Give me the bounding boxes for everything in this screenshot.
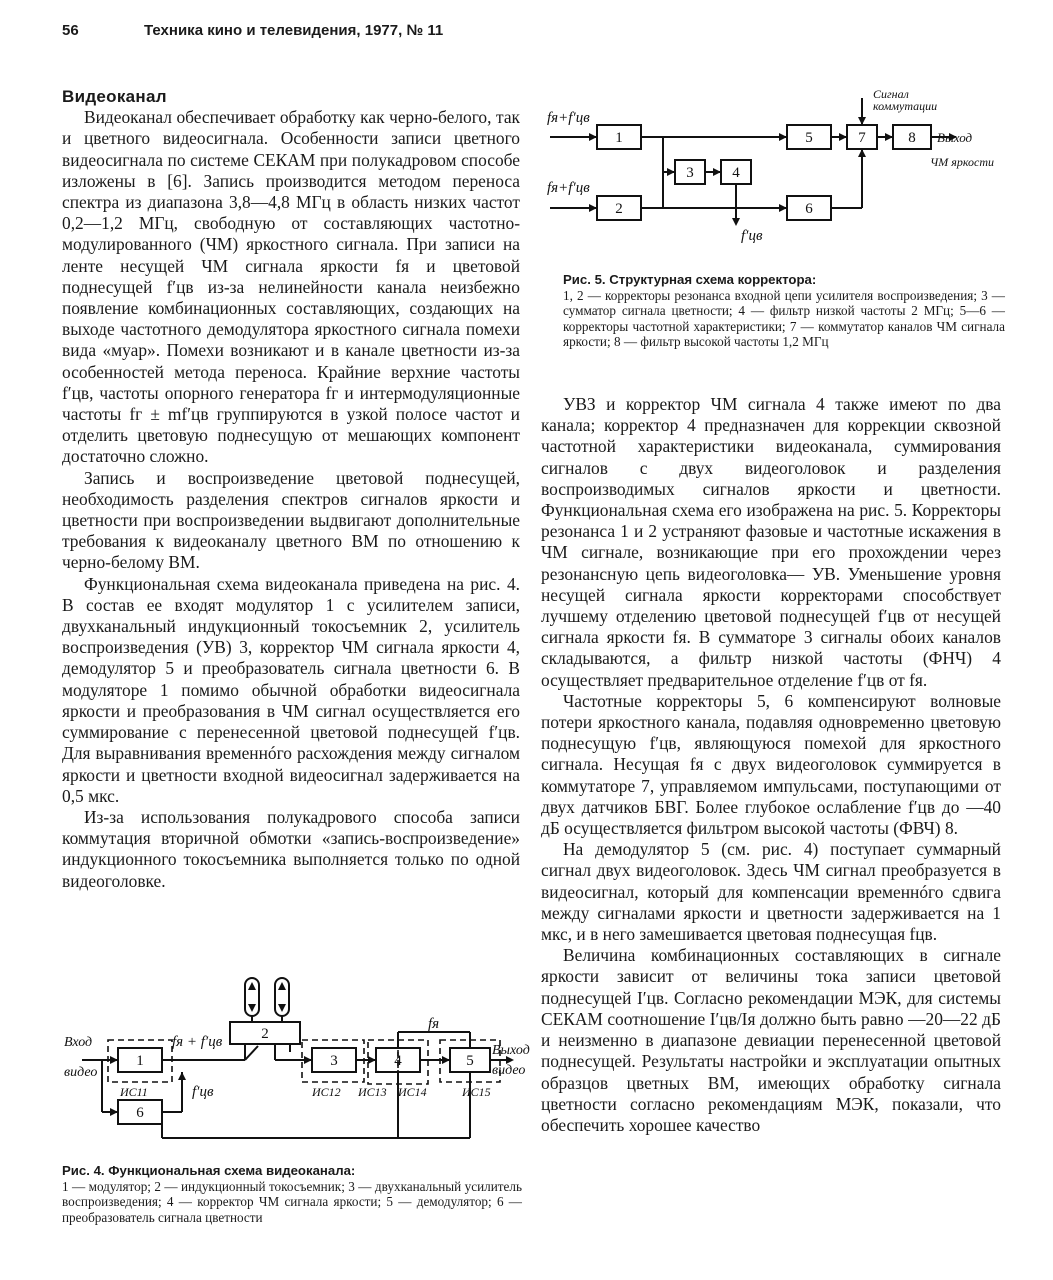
fig5-output-label-1: Выход xyxy=(937,130,973,145)
page-header xyxy=(62,22,992,46)
fig5-commutation-label-2: коммутации xyxy=(873,99,938,113)
fig5-block-3: 3 xyxy=(686,165,694,181)
fig5-output-label-2: ЧМ яркости xyxy=(930,155,994,169)
figure-4-caption-text: 1 — модулятор; 2 — индукционный токосъемник; 3 — двухканальный усилитель воспроизведения; 4 — корректор ЧМ сигнала яркости; 5 — демодулятор; 6 — преобразователь сигнала цветности xyxy=(62,1178,522,1225)
fig4-signal-sum-label: fя + f′цв xyxy=(172,1034,223,1050)
fig4-block-4: 4 xyxy=(394,1053,402,1069)
fig4-input-label-1: Вход xyxy=(64,1035,93,1050)
figure-4-caption xyxy=(62,1163,522,1225)
fig5-block-2: 2 xyxy=(615,201,623,217)
figure-5-caption xyxy=(563,272,1005,350)
paragraph: Частотные корректоры 5, 6 компенсируют волновые потери яркостного канала, подавляя одновременно цветовую поднесущую f′цв, являющуюся помехой для яркостного сигнала. Несущая fя с двух видеоголовок суммируется в коммутаторе 7, управляемом импульсами, поступающими от двух датчиков БВГ. Более глубокое ослабление f′цв до —40 дБ осуществляется фильтром высокой частоты (ФВЧ) 8. xyxy=(541,690,1001,839)
fig5-block-6: 6 xyxy=(805,201,813,217)
fig5-input-top-label: fя+f′цв xyxy=(547,110,590,126)
fig5-block-4: 4 xyxy=(732,165,740,181)
fig4-block-3: 3 xyxy=(330,1053,338,1069)
fig4-chip-5: ИС15 xyxy=(462,1085,491,1099)
fig4-output-label-2: видео xyxy=(492,1063,526,1078)
figure-5-caption-text: 1, 2 — корректоры резонанса входной цепи усилителя воспроизведения; 3 — сумматор сигнала цветности; 4 — фильтр низкой частоты 2 МГц; 5—6 — корректоры частотной характеристики; 7 — коммутатор каналов ЧМ сигнала яркости; 8 — фильтр высокой частоты 1,2 МГц xyxy=(563,287,1005,350)
paragraph: Функциональная схема видеоканала приведена на рис. 4. В состав ее входят модулятор 1 с усилителем записи, двухканальный индукционный токосъемник 2, усилитель воспроизведения (УВ) 3, корректор ЧМ сигнала яркости 4, демодулятор 5 и преобразователь сигнала цветности 6. В модуляторе 1 помимо обычной обработки видеосигнала яркости и преобразования в ЧМ сигнал осуществляется его суммирование с перенесенной цветовой поднесущей f′цв. Для выравнивания временнóго расхождения между сигналом яркости и цветности входной видеосигнал задерживается на 0,5 мкс. xyxy=(62,573,520,806)
fig4-block-2: 2 xyxy=(261,1026,269,1042)
fig4-output-label-1: Выход xyxy=(492,1043,530,1058)
fig4-chip-4: ИС14 xyxy=(398,1085,427,1099)
figure-4-caption-title: Рис. 4. Функциональная схема видеоканала: xyxy=(62,1163,356,1178)
fig4-chip-3: ИС13 xyxy=(358,1085,387,1099)
fig5-commutation-label-1: Сигнал xyxy=(873,87,909,101)
figure-5-caption-title: Рис. 5. Структурная схема корректора: xyxy=(563,272,817,287)
figure-5-diagram xyxy=(545,80,1005,260)
fig4-chip-1: ИС11 xyxy=(120,1085,148,1099)
fig5-block-1: 1 xyxy=(615,130,623,146)
fig5-block-5: 5 xyxy=(805,130,813,146)
fig5-tap-label: f′цв xyxy=(741,228,763,244)
fig4-chip-2: ИС12 xyxy=(312,1085,341,1099)
paragraph: УВЗ и корректор ЧМ сигнала 4 также имеют по два канала; корректор 4 предназначен для коррекции сквозной частотной характеристики видеоканала, суммирования сигналов с двух видеоголовок и разделения воспроизводимых сигналов яркости и цветности. Функциональная схема его изображена на рис. 5. Корректоры резонанса 1 и 2 устраняют фазовые и частотные искажения в ЧМ сигнале, возникающие при его прохождении через резонансную цепь видеоголовка— УВ. Уменьшение уровня несущей сигнала яркости корректорами способствует лучшему отделению цветовой поднесущей f′цв от несущей сигнала яркости fя. В сумматоре 3 сигналы обоих каналов складываются, а фильтр низкой частоты (ФНЧ) 4 осуществляет предварительное отделение f′цв от fя. xyxy=(541,394,1001,690)
left-column xyxy=(62,86,520,892)
fig4-signal-c-label: f′цв xyxy=(192,1084,214,1100)
fig4-block-6: 6 xyxy=(136,1105,144,1121)
paragraph: Видеоканал обеспечивает обработку как черно-белого, так и цветного видеосигнала. Особенности записи цветного видеосигнала по системе СЕКАМ при полукадровом способе изложены в [6]. Запись производится методом переноса спектра из диапазона 3,8—4,8 МГц в область низких частот 0,2—1,2 МГц, свободную от составляющих частотно-модулированного (ЧМ) яркостного сигнала. При записи на ленте несущей ЧМ сигнала яркости fя и цветовой поднесущей f′цв из-за нелинейности канала неизбежно появление комбинационных составляющих, создающих на выходе частотного демодулятора яркостного сигнала помехи вида «муар». Помехи возникают и в канале цветности из-за особенностей метода переноса. Крайние верхние частоты f′цв, частоты опорного генератора fг и интермодуляционные частоты fг ± mf′цв группируются в узкой полосе частот и отделить цветовую поднесущую от мешающих компонент достаточно сложно. xyxy=(62,107,520,467)
figure-4-diagram xyxy=(62,972,532,1160)
section-title: Видеоканал xyxy=(62,87,167,106)
fig5-input-bottom-label: fя+f′цв xyxy=(547,180,590,196)
journal-title: Техника кино и телевидения, 1977, № 11 xyxy=(144,22,444,39)
paragraph: Величина комбинационных составляющих в сигнале яркости зависит от величины тока записи цветовой поднесущей I′цв. Согласно рекомендации МЭК, для системы СЕКАМ соотношение I′цв/Iя должно быть равно —20—22 дБ и неизменно в диапазоне девиации перенесенной цветовой поднесущей. Результаты настройки и эксплуатации опытных образцов цветных ВМ, имеющих обработку сигнала цветности согласно рекомендациям МЭК, показали, что обеспечить хорошее качество xyxy=(541,945,1001,1135)
paragraph: На демодулятор 5 (см. рис. 4) поступает суммарный сигнал двух видеоголовок. Здесь ЧМ сигнал преобразуется в видеосигнал, который для компенсации временнóго сдвига между сигналами яркости и цветности задерживается на 1 мкс, и в него замешивается цветовая поднесущая fцв. xyxy=(541,839,1001,945)
fig4-block-5: 5 xyxy=(466,1053,474,1069)
fig5-block-7: 7 xyxy=(858,130,866,146)
fig5-block-8: 8 xyxy=(908,130,916,146)
fig4-signal-y-label: fя xyxy=(428,1016,440,1032)
page-number: 56 xyxy=(62,22,79,39)
paragraph: Запись и воспроизведение цветовой поднесущей, необходимость разделения спектров сигналов яркости и цветности при воспроизведении выдвигают дополнительные требования к видеоканалу цветного ВМ по отношению к черно-белому ВМ. xyxy=(62,467,520,573)
paragraph: Из-за использования полукадрового способа записи коммутация вторичной обмотки «запись-воспроизведение» индукционного токосъемника выполняется только по одной видеоголовке. xyxy=(62,806,520,891)
fig4-input-label-2: видео xyxy=(64,1065,98,1080)
fig4-block-1: 1 xyxy=(136,1053,144,1069)
right-column xyxy=(541,394,1001,1136)
